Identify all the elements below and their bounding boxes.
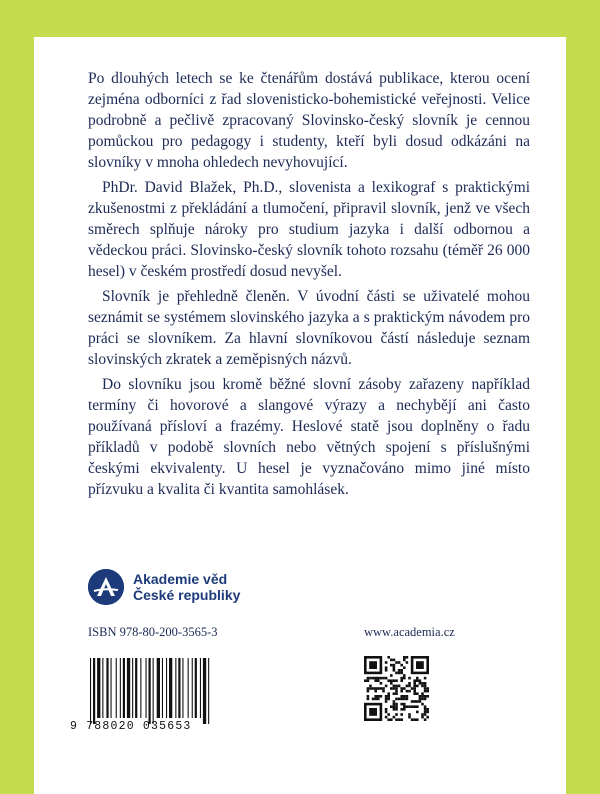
barcode-bar [116, 658, 117, 718]
qr-module [385, 669, 388, 672]
qr-module [426, 695, 429, 698]
qr-module [382, 677, 385, 680]
qr-module [372, 687, 375, 690]
qr-module [390, 664, 393, 667]
barcode-bar [90, 658, 91, 724]
qr-module [393, 679, 396, 682]
barcode-bar [200, 658, 201, 718]
qr-module [395, 705, 398, 708]
qr-module [395, 692, 398, 695]
qr-module [426, 711, 429, 714]
publisher-line-1: Akademie věd [133, 571, 228, 587]
qr-module [400, 677, 403, 680]
paragraph-4: Do slovníku jsou kromě běžné slovní zásoby zařazeny například termíny či hovorové a slangové výrazy a nechybějí ani často používaná přísloví a frazémy. Heslové statě jsou doplněny o řadu příkladů v podobě slovních nebo větných spojení s příslušnými českými ekvivalenty. U hesel je vyznačováno mimo jiné místo přízvuku a kvalita či kvantita samohlásek. [88, 376, 530, 498]
qr-module [406, 705, 409, 708]
qr-module [403, 705, 406, 708]
academy-a-logo-icon [88, 569, 124, 605]
qr-module [403, 677, 406, 680]
qr-module [393, 669, 396, 672]
qr-module [424, 682, 427, 685]
qr-module [385, 677, 388, 680]
qr-module [403, 703, 406, 706]
qr-module [424, 687, 427, 690]
barcode-bar [135, 658, 137, 718]
qr-module [387, 656, 390, 659]
qr-module [374, 679, 377, 682]
barcode-bar [195, 658, 197, 718]
qr-module [421, 698, 424, 701]
qr-module [393, 703, 396, 706]
qr-module [406, 661, 409, 664]
qr-module [367, 690, 370, 693]
barcode-digits: 9 788020 035653 [70, 720, 192, 733]
qr-module [382, 690, 385, 693]
qr-module [400, 713, 403, 716]
qr-module [406, 685, 409, 688]
qr-module [367, 679, 370, 682]
qr-module [406, 656, 409, 659]
qr-module [367, 695, 370, 698]
barcode-bar [182, 658, 183, 718]
qr-module [398, 669, 401, 672]
qr-module [395, 672, 398, 675]
qr-module [408, 705, 411, 708]
qr-module [387, 713, 390, 716]
qr-module [424, 677, 427, 680]
qr-module [419, 700, 422, 703]
qr-module [421, 703, 424, 706]
barcode-bar [162, 658, 163, 718]
barcode-bar [111, 658, 112, 718]
barcode-bar [157, 658, 160, 718]
qr-module [393, 685, 396, 688]
paragraph-1: Po dlouhých letech se ke čtenářům dostává publikace, kterou ocení zejména odborníci z řad slovenisticko-bohemistické veřejnosti. Velice podrobně a pečlivě zpracovaný Slovinsko-český slovník je cennou pomůckou pro pedagogy i studenty, kteří byli dosud odkázáni na slovníky v mnoha ohledech nevyhovující. [88, 70, 530, 171]
qr-module [395, 687, 398, 690]
barcode-icon [88, 658, 234, 724]
qr-module [395, 661, 398, 664]
qr-module [390, 674, 393, 677]
qr-module [403, 656, 406, 659]
qr-module [421, 692, 424, 695]
qr-module [374, 677, 377, 680]
qr-module [424, 713, 427, 716]
qr-code-icon [364, 656, 429, 721]
qr-module [413, 682, 416, 685]
qr-module [413, 705, 416, 708]
qr-module [385, 685, 388, 688]
qr-module [419, 682, 422, 685]
barcode-bar [192, 658, 193, 718]
qr-module [387, 695, 390, 698]
qr-module [400, 672, 403, 675]
qr-module [367, 698, 370, 701]
qr-module [403, 695, 406, 698]
description-text [88, 68, 530, 504]
qr-module [393, 692, 396, 695]
qr-module [403, 687, 406, 690]
qr-module [367, 687, 370, 690]
qr-module [413, 690, 416, 693]
qr-module [390, 718, 393, 721]
qr-module [385, 661, 388, 664]
qr-module [374, 698, 377, 701]
qr-module [385, 695, 388, 698]
qr-module [426, 687, 429, 690]
qr-module [419, 698, 422, 701]
qr-module [393, 708, 396, 711]
qr-module [421, 685, 424, 688]
qr-module [403, 698, 406, 701]
qr-module [387, 698, 390, 701]
qr-module [411, 687, 414, 690]
qr-module [374, 687, 377, 690]
qr-module [400, 679, 403, 682]
qr-module [403, 659, 406, 662]
qr-module [416, 705, 419, 708]
qr-module [377, 687, 380, 690]
qr-module [377, 679, 380, 682]
qr-module [408, 685, 411, 688]
barcode-bar [93, 658, 95, 724]
website-url: www.academia.cz [364, 625, 455, 639]
qr-module [426, 690, 429, 693]
qr-module [390, 679, 393, 682]
qr-module [369, 687, 372, 690]
qr-module [385, 666, 388, 669]
qr-module [424, 685, 427, 688]
qr-module [395, 708, 398, 711]
qr-module [390, 659, 393, 662]
qr-module [398, 672, 401, 675]
qr-module [424, 708, 427, 711]
qr-module [395, 713, 398, 716]
barcode-bar [132, 658, 133, 718]
qr-module [382, 687, 385, 690]
qr-module [419, 679, 422, 682]
qr-module [413, 685, 416, 688]
qr-module [400, 687, 403, 690]
qr-module [421, 682, 424, 685]
barcode-bar [153, 658, 154, 724]
barcode-bar [102, 658, 103, 718]
qr-finder [369, 661, 377, 669]
qr-module [421, 695, 424, 698]
barcode-bar [123, 658, 125, 718]
qr-module [390, 687, 393, 690]
qr-module [400, 664, 403, 667]
qr-module [400, 718, 403, 721]
barcode-bar [140, 658, 141, 718]
qr-module [424, 711, 427, 714]
qr-module [393, 664, 396, 667]
qr-module [395, 690, 398, 693]
barcode-bar [166, 658, 167, 718]
qr-module [398, 698, 401, 701]
qr-module [372, 698, 375, 701]
qr-module [421, 716, 424, 719]
qr-module [421, 713, 424, 716]
qr-module [408, 682, 411, 685]
barcode-bar [208, 658, 209, 724]
qr-module [390, 682, 393, 685]
qr-module [387, 718, 390, 721]
qr-module [374, 690, 377, 693]
qr-module [387, 679, 390, 682]
barcode-bar [169, 658, 172, 718]
qr-module [411, 718, 414, 721]
qr-module [403, 666, 406, 669]
qr-module [416, 679, 419, 682]
publisher-logo [88, 569, 240, 605]
barcode-bar [178, 658, 180, 718]
qr-module [424, 718, 427, 721]
qr-module [403, 674, 406, 677]
qr-module [385, 698, 388, 701]
barcode-bar [120, 658, 121, 718]
barcode-bar [203, 658, 206, 724]
qr-module [408, 677, 411, 680]
qr-module [380, 682, 383, 685]
qr-module [424, 705, 427, 708]
qr-module [377, 695, 380, 698]
qr-module [400, 669, 403, 672]
qr-module [385, 711, 388, 714]
qr-module [398, 685, 401, 688]
qr-module [408, 716, 411, 719]
qr-module [424, 698, 427, 701]
qr-module [408, 690, 411, 693]
qr-module [419, 695, 422, 698]
publisher-line-2: České republiky [133, 587, 241, 603]
barcode-bar [127, 658, 130, 718]
qr-module [387, 692, 390, 695]
qr-module [374, 695, 377, 698]
qr-module [395, 679, 398, 682]
qr-module [416, 711, 419, 714]
qr-module [416, 718, 419, 721]
isbn: ISBN 978-80-200-3565-3 [88, 625, 218, 639]
qr-module [413, 679, 416, 682]
qr-module [400, 708, 403, 711]
qr-module [393, 716, 396, 719]
qr-module [416, 692, 419, 695]
qr-module [416, 685, 419, 688]
qr-module [369, 685, 372, 688]
qr-finder [369, 708, 377, 716]
qr-module [408, 713, 411, 716]
barcode-bar [97, 658, 100, 718]
qr-module [413, 718, 416, 721]
qr-module [403, 708, 406, 711]
qr-module [424, 690, 427, 693]
qr-module [385, 716, 388, 719]
qr-module [398, 661, 401, 664]
qr-module [416, 700, 419, 703]
qr-module [385, 700, 388, 703]
qr-module [395, 698, 398, 701]
qr-module [393, 687, 396, 690]
qr-module [395, 703, 398, 706]
paragraph-3: Slovník je přehledně členěn. V úvodní části se uživatelé mohou seznámit se systémem slovinského jazyka a s praktickým návodem pro práci se slovníkem. Za hlavní slovníkovou částí následuje seznam slovinských zkratek a zeměpisných názvů. [88, 288, 530, 368]
qr-module [372, 677, 375, 680]
qr-module [380, 677, 383, 680]
paragraph-2: PhDr. David Blažek, Ph.D., slovenista a lexikograf s praktickými zkušenostmi z překládání a tlumočení, připravil slovník, jenž ve všech směrech splňuje nároky pro studium jazyka i další odbornou a vědeckou práci. Slovinsko-český slovník tohoto rozsahu (téměř 26 000 hesel) v českém prostředí dosud nevyšel. [88, 179, 530, 280]
qr-module [380, 687, 383, 690]
barcode-bar [188, 658, 189, 718]
barcode-bar [146, 658, 147, 718]
qr-module [426, 708, 429, 711]
qr-module [393, 700, 396, 703]
qr-module [400, 695, 403, 698]
qr-module [406, 690, 409, 693]
barcode-bar [106, 658, 108, 718]
qr-module [390, 705, 393, 708]
qr-module [377, 698, 380, 701]
qr-module [377, 677, 380, 680]
qr-module [424, 695, 427, 698]
qr-module [380, 695, 383, 698]
qr-module [369, 677, 372, 680]
barcode-bar [149, 658, 151, 724]
qr-finder [416, 661, 424, 669]
qr-module [393, 666, 396, 669]
qr-module [364, 679, 367, 682]
barcode-bar [175, 658, 176, 718]
qr-module [411, 705, 414, 708]
qr-module [426, 716, 429, 719]
qr-module [400, 698, 403, 701]
qr-module [413, 692, 416, 695]
qr-module [398, 718, 401, 721]
qr-module [406, 698, 409, 701]
qr-module [400, 690, 403, 693]
qr-module [395, 718, 398, 721]
back-cover [34, 37, 566, 794]
qr-module [395, 685, 398, 688]
publisher-name [133, 571, 240, 603]
qr-module [393, 705, 396, 708]
qr-module [413, 700, 416, 703]
qr-module [400, 703, 403, 706]
qr-module [416, 677, 419, 680]
qr-module [413, 687, 416, 690]
qr-module [411, 700, 414, 703]
qr-module [367, 677, 370, 680]
qr-module [406, 695, 409, 698]
qr-module [393, 659, 396, 662]
qr-module [385, 708, 388, 711]
